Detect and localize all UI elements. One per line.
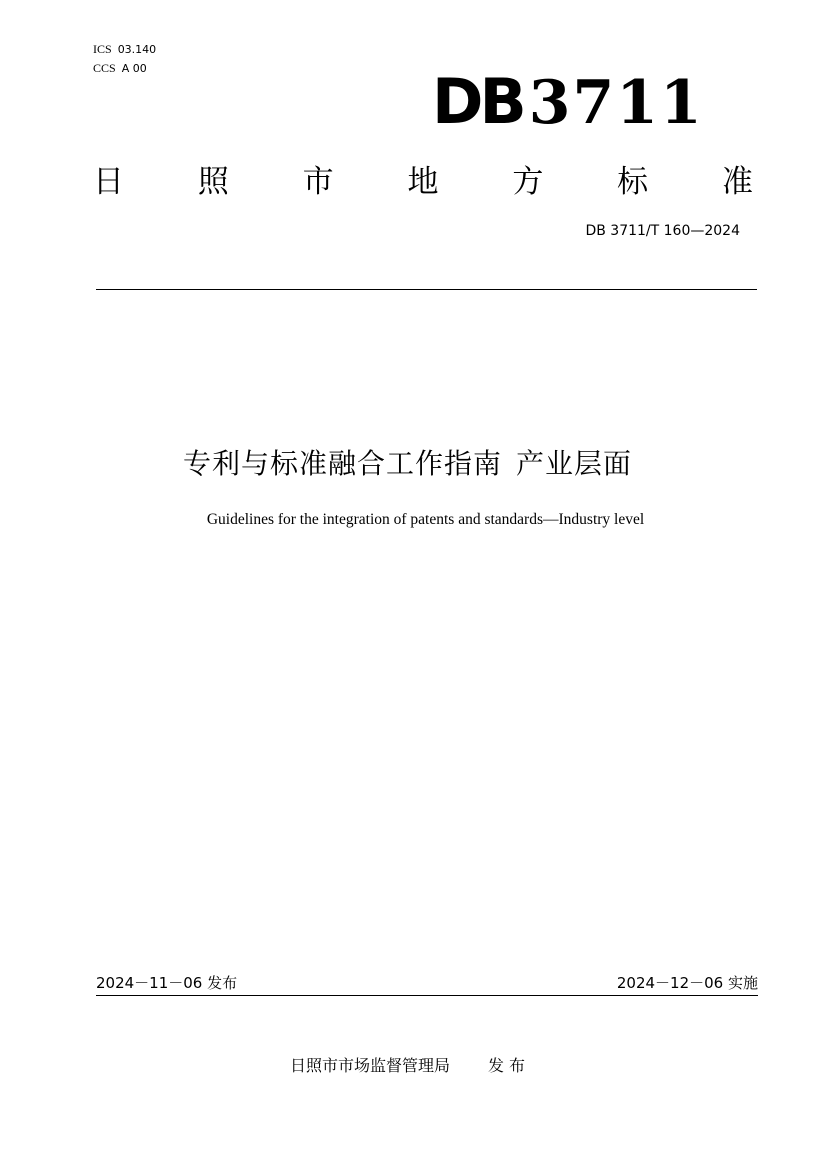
header-divider xyxy=(96,289,757,290)
issuer xyxy=(0,1053,815,1076)
standard-type-char: 市 xyxy=(302,163,334,200)
standard-type-char: 照 xyxy=(197,163,229,200)
standard-type-char: 准 xyxy=(721,163,753,200)
footer-divider xyxy=(96,995,758,996)
ccs-label: CCS xyxy=(93,61,116,75)
standard-number: DB 3711/T 160—2024 xyxy=(585,223,740,239)
db-logo xyxy=(432,62,704,142)
classification-codes xyxy=(93,40,156,78)
db-logo-number: 3711 xyxy=(528,68,704,138)
ics-line xyxy=(93,40,156,59)
document-title-zh xyxy=(0,442,815,482)
ics-label: ICS xyxy=(93,42,112,56)
document-title-en: Guidelines for the integration of patents and standards—Industry level xyxy=(206,511,645,528)
issuer-name: 日照市市场监督管理局 xyxy=(289,1056,450,1075)
db-logo-letters: DB xyxy=(432,65,523,138)
issue-date: 2024－11－06 发布 xyxy=(96,974,238,992)
standard-type-title xyxy=(93,153,753,203)
title-zh-sub: 产业层面 xyxy=(516,447,633,480)
ccs-code: A 00 xyxy=(121,62,147,75)
title-zh-main: 专利与标准融合工作指南 xyxy=(182,447,502,480)
ccs-line xyxy=(93,59,156,78)
ics-code: 03.140 xyxy=(117,43,157,56)
issuer-action: 发 布 xyxy=(487,1056,526,1075)
standard-type-char: 标 xyxy=(617,163,649,200)
standard-type-char: 日 xyxy=(93,163,124,200)
implement-date: 2024－12－06 实施 xyxy=(616,974,758,992)
standard-type-char: 方 xyxy=(512,163,544,200)
standard-type-char: 地 xyxy=(407,163,439,200)
